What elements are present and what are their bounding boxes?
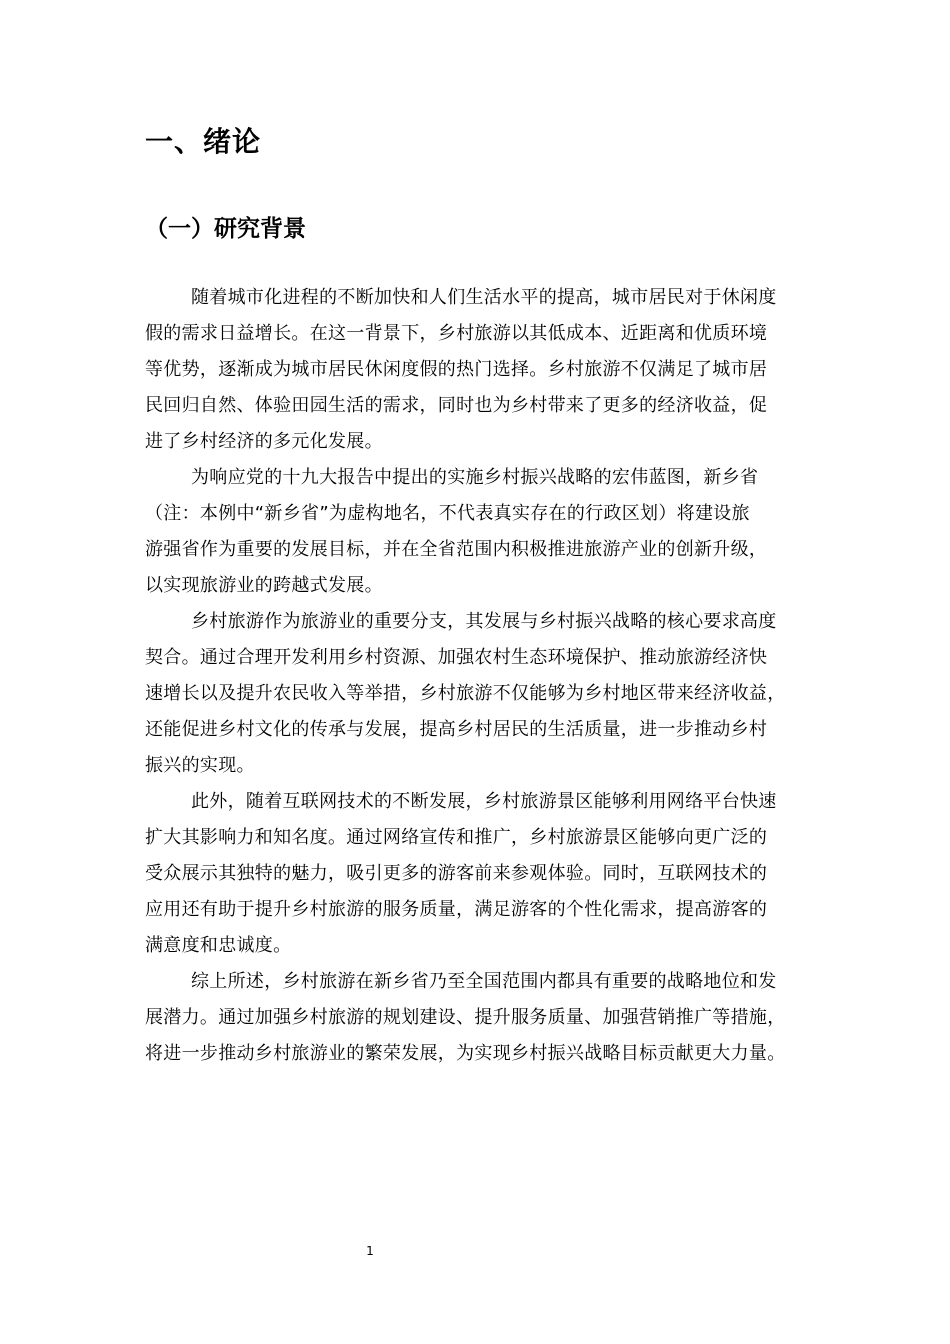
- paragraph-line: 应用还有助于提升乡村旅游的服务质量，满足游客的个性化需求，提高游客的: [145, 899, 768, 920]
- paragraph: [145, 964, 825, 1072]
- chapter-title: 一、绪论: [145, 125, 262, 158]
- paragraph-line: 振兴的实现。: [145, 755, 255, 776]
- paragraph-line: 乡村旅游作为旅游业的重要分支，其发展与乡村振兴战略的核心要求高度: [191, 611, 777, 632]
- paragraph: [145, 460, 825, 604]
- paragraph-line: 扩大其影响力和知名度。通过网络宣传和推广，乡村旅游景区能够向更广泛的: [145, 827, 768, 848]
- body-text: [145, 280, 825, 1072]
- section-title: （一）研究背景: [145, 216, 306, 242]
- paragraph-line: 为响应党的十九大报告中提出的实施乡村振兴战略的宏伟蓝图，新乡省: [191, 467, 759, 488]
- paragraph-line: 民回归自然、体验田园生活的需求，同时也为乡村带来了更多的经济收益，促: [145, 395, 768, 416]
- paragraph-line: 假的需求日益增长。在这一背景下，乡村旅游以其低成本、近距离和优质环境: [145, 323, 768, 344]
- paragraph-line: 游强省作为重要的发展目标，并在全省范围内积极推进旅游产业的创新升级，: [145, 539, 768, 560]
- paragraph-line: （注：本例中“新乡省”为虚构地名，不代表真实存在的行政区划）将建设旅: [145, 503, 750, 524]
- paragraph-line: 将进一步推动乡村旅游业的繁荣发展，为实现乡村振兴战略目标贡献更大力量。: [145, 1043, 786, 1064]
- paragraph-line: 等优势，逐渐成为城市居民休闲度假的热门选择。乡村旅游不仅满足了城市居: [145, 359, 768, 380]
- paragraph-line: 满意度和忠诚度。: [145, 935, 292, 956]
- paragraph-line: 以实现旅游业的跨越式发展。: [145, 575, 383, 596]
- paragraph-line: 速增长以及提升农民收入等举措，乡村旅游不仅能够为乡村地区带来经济收益，: [145, 683, 786, 704]
- paragraph-line: 综上所述，乡村旅游在新乡省乃至全国范围内都具有重要的战略地位和发: [191, 971, 777, 992]
- paragraph-line: 进了乡村经济的多元化发展。: [145, 431, 383, 452]
- paragraph-line: 还能促进乡村文化的传承与发展，提高乡村居民的生活质量，进一步推动乡村: [145, 719, 768, 740]
- paragraph-line: 受众展示其独特的魅力，吸引更多的游客前来参观体验。同时，互联网技术的: [145, 863, 768, 884]
- paragraph-line: 展潜力。通过加强乡村旅游的规划建设、提升服务质量、加强营销推广等措施，: [145, 1007, 786, 1028]
- paragraph: [145, 784, 825, 964]
- paragraph-line: 此外，随着互联网技术的不断发展，乡村旅游景区能够利用网络平台快速: [191, 791, 777, 812]
- paragraph: [145, 604, 825, 784]
- paragraph-line: 契合。通过合理开发利用乡村资源、加强农村生态环境保护、推动旅游经济快: [145, 647, 768, 668]
- paragraph: [145, 280, 825, 460]
- page-number: 1: [366, 1244, 374, 1258]
- paragraph-line: 随着城市化进程的不断加快和人们生活水平的提高，城市居民对于休闲度: [191, 287, 777, 308]
